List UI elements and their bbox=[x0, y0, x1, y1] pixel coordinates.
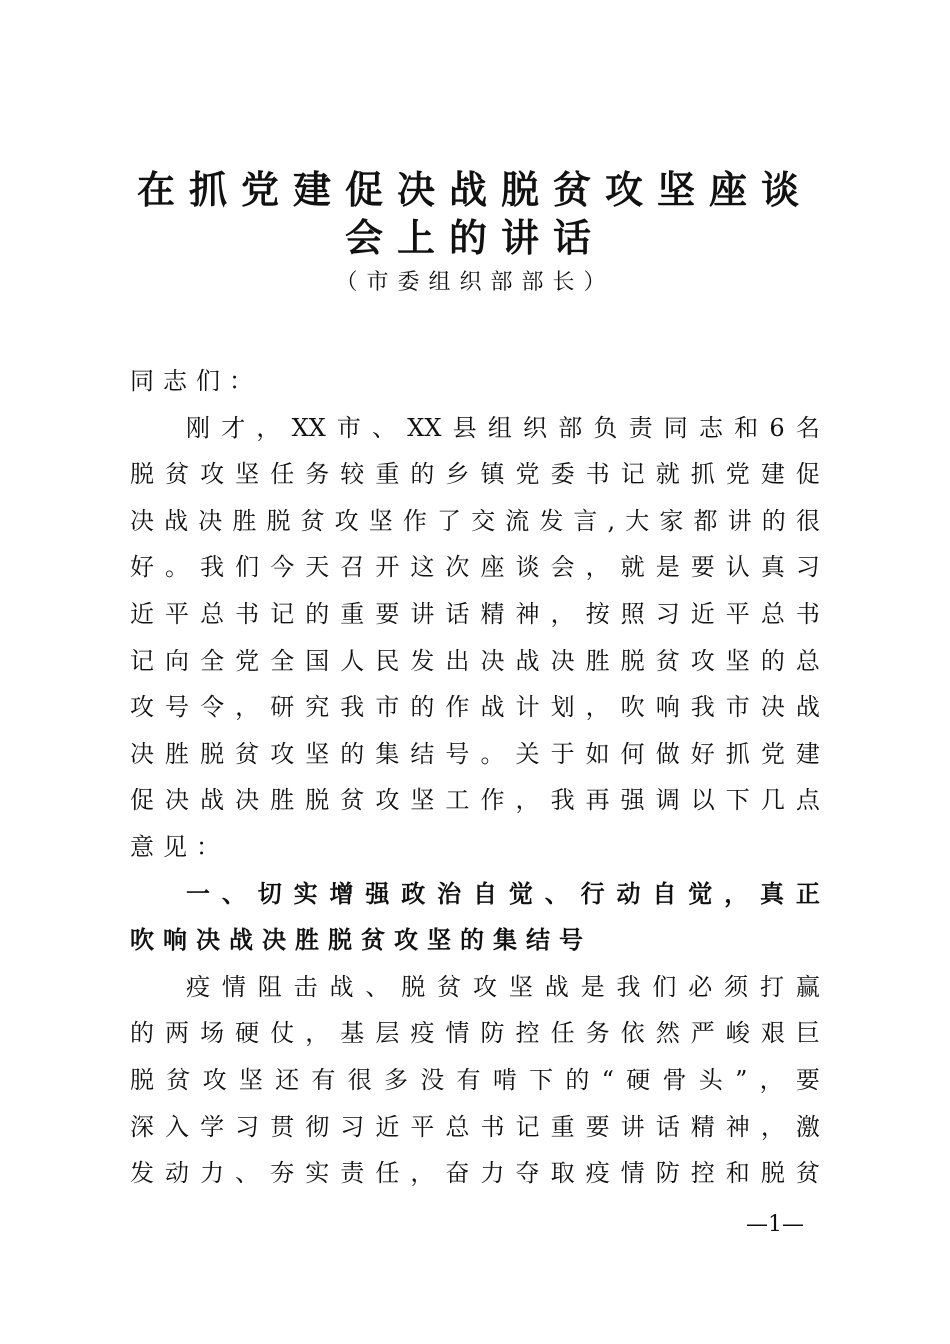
paragraph-line: 发 动 力 、 夯 实 责 任 ， 奋 力 夺 取 疫 情 防 控 和 脱 贫 bbox=[130, 1159, 820, 1188]
paragraph-line: 的 两 场 硬 仗 ， 基 层 疫 情 防 控 任 务 依 然 严 峻 艰 巨 bbox=[130, 1019, 820, 1048]
paragraph-line: 脱 贫 攻 坚 任 务 较 重 的 乡 镇 党 委 书 记 就 抓 党 建 促 bbox=[130, 460, 820, 489]
paragraph-line: 促 决 战 决 胜 脱 贫 攻 坚 工 作 ， 我 再 强 调 以 下 几 点 bbox=[130, 786, 820, 815]
paragraph-line: 决 战 决 胜 脱 贫 攻 坚 作 了 交 流 发 言 , 大 家 都 讲 的 很 bbox=[130, 506, 820, 535]
paragraph-line: 决 胜 脱 贫 攻 坚 的 集 结 号 。 关 于 如 何 做 好 抓 党 建 bbox=[130, 739, 820, 768]
paragraph-line: 深 入 学 习 贯 彻 习 近 平 总 书 记 重 要 讲 话 精 神 ， 激 bbox=[130, 1112, 820, 1141]
section-heading-line: 吹 响 决 战 决 胜 脱 贫 攻 坚 的 集 结 号 bbox=[130, 926, 583, 955]
paragraph-line: 刚 才 ， XX 市 、 XX 县 组 织 部 负 责 同 志 和 6 名 bbox=[186, 413, 820, 442]
document-body bbox=[130, 358, 820, 1197]
paragraph-line: 疫 情 阻 击 战 、 脱 贫 攻 坚 战 是 我 们 必 须 打 赢 bbox=[186, 972, 820, 1001]
document-title-line2: 会上的讲话 bbox=[344, 215, 605, 260]
paragraph-line: 意 见 ： bbox=[130, 832, 220, 861]
section-heading-line: 一 、 切 实 增 强 政 治 自 觉 、 行 动 自 觉 ， 真 正 bbox=[186, 879, 820, 908]
body-text bbox=[130, 405, 820, 1197]
paragraph-line: 近 平 总 书 记 的 重 要 讲 话 精 神 ， 按 照 习 近 平 总 书 bbox=[130, 599, 820, 628]
document-subtitle: （市委组织部部长） bbox=[335, 270, 615, 295]
document-title-line1: 在抓党建促决战脱贫攻坚座谈 bbox=[136, 167, 813, 212]
paragraph-line: 攻 号 令 ， 研 究 我 市 的 作 战 计 划 ， 吹 响 我 市 决 战 bbox=[130, 693, 820, 722]
paragraph-line: 好 。 我 们 今 天 召 开 这 次 座 谈 会 ， 就 是 要 认 真 习 bbox=[130, 553, 820, 582]
paragraph-line: 脱 贫 攻 坚 还 有 很 多 没 有 啃 下 的 “ 硬 骨 头 ” ， 要 bbox=[130, 1065, 820, 1094]
page-number: —1— bbox=[746, 1212, 804, 1237]
salutation: 同 志 们 ： bbox=[130, 367, 253, 395]
paragraph-line: 记 向 全 党 全 国 人 民 发 出 决 战 决 胜 脱 贫 攻 坚 的 总 bbox=[130, 646, 820, 675]
